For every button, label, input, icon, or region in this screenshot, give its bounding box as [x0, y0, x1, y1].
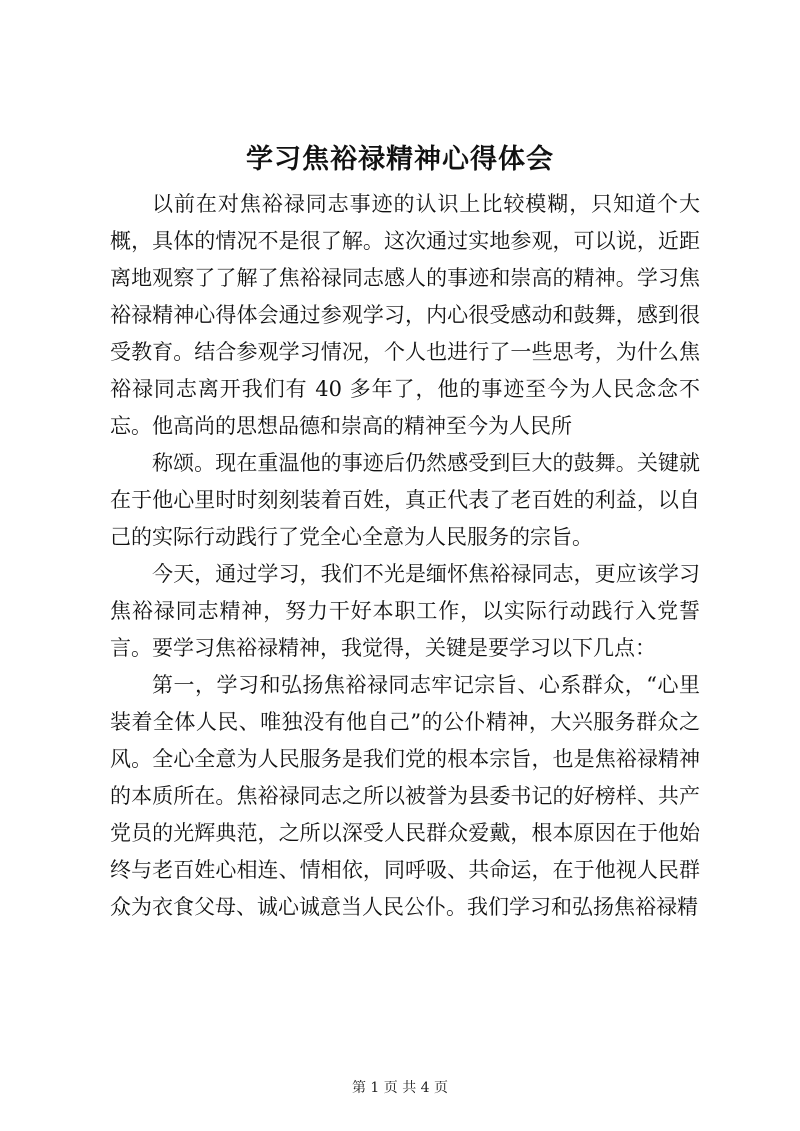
paragraph-3: 今天，通过学习，我们不光是缅怀焦裕禄同志，更应该学习焦裕禄同志精神，努力干好本职工作，以实际行动践行入党誓言。要学习焦裕禄精神，我觉得，关键是要学习以下几点： — [110, 562, 700, 660]
page-number-footer: 第 1 页 共 4 页 — [351, 1080, 449, 1096]
document-title: 学习焦裕禄精神心得体会 — [246, 144, 554, 175]
paragraph-4: 第一，学习和弘扬焦裕禄同志牢记宗旨、心系群众，“心里装着全体人民、唯独没有他自己”的公仆精神，大兴服务群众之风。全心全意为人民服务是我们党的根本宗旨，也是焦裕禄精神的本质所在。焦裕禄同志之所以被誉为县委书记的好榜样、共产党员的光辉典范，之所以深受人民群众爱戴，根本原因在于他始终与老百姓心相连、情相依，同呼吸、共命运，在于他视人民群众为衣食父母、诚心诚意当人民公仆。我们学习和弘扬焦裕禄精 — [110, 673, 700, 919]
document-body — [110, 186, 700, 926]
paragraph-2: 称颂。现在重温他的事迹后仍然感受到巨大的鼓舞。关键就在于他心里时时刻刻装着百姓，真正代表了老百姓的利益，以自己的实际行动践行了党全心全意为人民服务的宗旨。 — [110, 451, 700, 549]
paragraph-1: 以前在对焦裕禄同志事迹的认识上比较模糊，只知道个大概，具体的情况不是很了解。这次通过实地参观，可以说，近距离地观察了了解了焦裕禄同志感人的事迹和崇高的精神。学习焦裕禄精神心得体会通过参观学习，内心很受感动和鼓舞，感到很受教育。结合参观学习情况，个人也进行了一些思考，为什么焦裕禄同志离开我们有 40 多年了，他的事迹至今为人民念念不忘。他高尚的思想品德和崇高的精神至今为人民所 — [110, 192, 700, 438]
